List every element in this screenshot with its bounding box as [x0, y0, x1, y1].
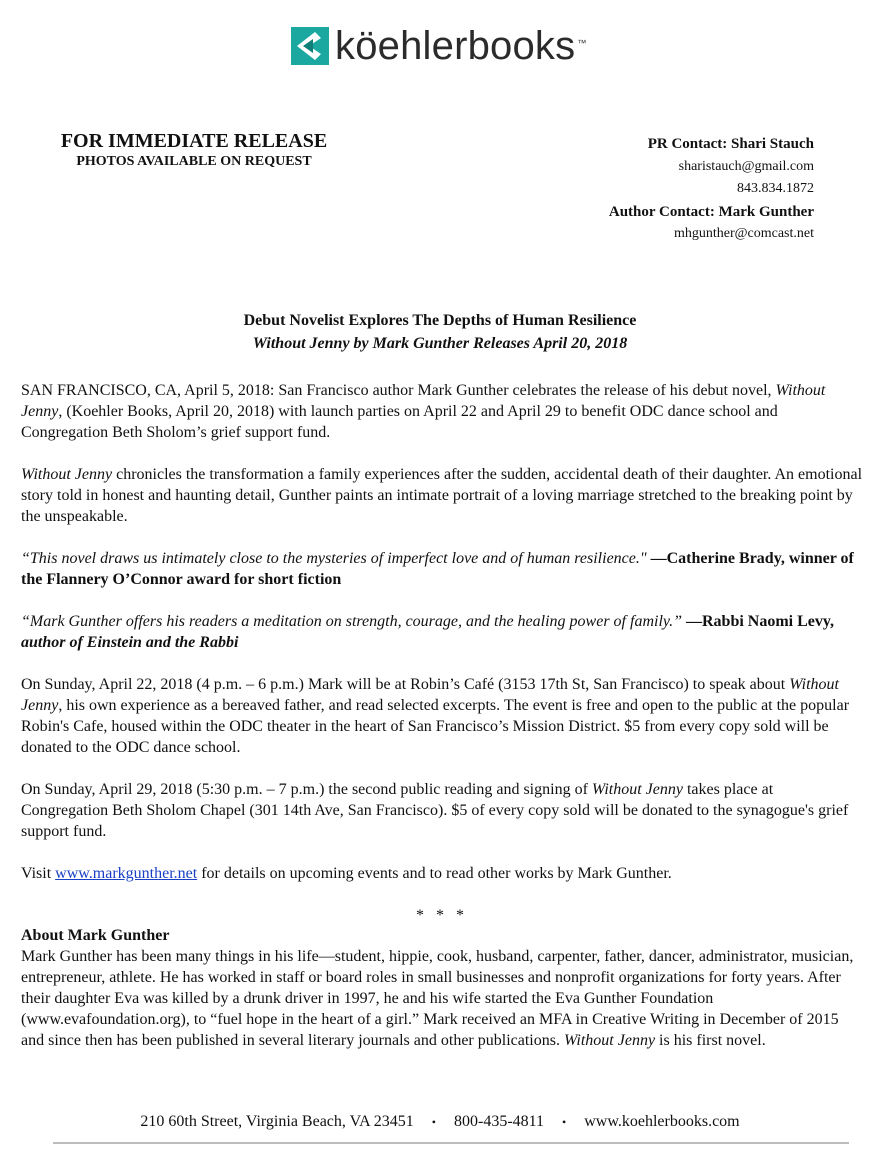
- logo-k-icon: [291, 27, 329, 65]
- contact-block: [609, 133, 814, 246]
- text-run: is his first novel.: [655, 1032, 766, 1049]
- footer-rule: [53, 1142, 849, 1144]
- paragraph-synopsis: [21, 464, 863, 527]
- release-title: FOR IMMEDIATE RELEASE: [60, 130, 328, 152]
- text-run: , his own experience as a bereaved father, and read selected excerpts. The event is free and open to the public at the popular Robin's Cafe, housed within the ODC theater in the heart of San Francisco’s Mission District. $5 from every copy sold will be donated to the ODC dance school.: [21, 697, 850, 756]
- quote-attribution-book: author of Einstein and the Rabbi: [21, 634, 239, 651]
- quote-text: “This novel draws us intimately close to the mysteries of imperfect love and of human resilience.": [21, 550, 647, 567]
- paragraph-visit: [21, 863, 863, 884]
- footer-website: www.koehlerbooks.com: [584, 1113, 740, 1130]
- press-release-body: [21, 380, 863, 1051]
- book-title: Without Jenny: [591, 781, 683, 798]
- footer-address: 210 60th Street, Virginia Beach, VA 23451: [140, 1113, 414, 1130]
- about-text: [21, 946, 863, 1051]
- text-run: On Sunday, April 29, 2018 (5:30 p.m. – 7 p.m.) the second public reading and signing of: [21, 781, 592, 798]
- book-title: Without Jenny: [21, 466, 113, 483]
- author-website-link[interactable]: www.markgunther.net: [55, 865, 198, 882]
- headline-block: [0, 311, 880, 357]
- footer: [0, 1113, 880, 1131]
- text-run: Mark Gunther has been many things in his life—student, hippie, cook, husband, carpenter, father, dancer, administrator, musician, entrepreneur, athlete. He has worked in staff or board roles in small businesses and nonprofit organizations for forty years. After their daughter Eva was killed by a drunk driver in 1997, he and his wife started the Eva Gunther Foundation (www.evafoundation.org), to “fuel hope in the heart of a girl.” Mark received an MFA in Creative Writing in December of 2015 and since then has been published in several literary journals and other publications.: [21, 948, 854, 1049]
- release-block: [50, 130, 338, 172]
- quote-text: “Mark Gunther offers his readers a meditation on strength, courage, and the healing power of family.”: [21, 613, 682, 630]
- quote-brady: [21, 548, 863, 590]
- author-contact-email: mhgunther@comcast.net: [673, 226, 814, 241]
- logo-wordmark: köehlerbooks: [335, 24, 576, 68]
- book-title: Without Jenny: [21, 676, 839, 714]
- pr-contact-email: sharistauch@gmail.com: [678, 158, 814, 174]
- quote-attribution: —Catherine Brady, winner of the Flannery O’Connor award for short fiction: [21, 550, 854, 588]
- text-run: takes place at Congregation Beth Sholom Chapel (301 14th Ave, San Francisco). $5 of every copy sold will be donated to the synagogue's grief support fund.: [21, 781, 849, 840]
- paragraph-event-one: [21, 674, 863, 758]
- text-run: chronicles the transformation a family experiences after the sudden, accidental death of their daughter. An emotional story told in honest and haunting detail, Gunther paints an intimate portrait of a loving marriage stretched to the breaking point by the unspeakable.: [21, 466, 863, 525]
- section-divider: * * *: [416, 907, 468, 924]
- koehler-books-logo: [291, 26, 586, 66]
- book-title: Without Jenny: [563, 1032, 656, 1049]
- text-run: On Sunday, April 22, 2018 (4 p.m. – 6 p.m.) Mark will be at Robin’s Café (3153 17th St, San Francisco) to speak about: [21, 676, 790, 693]
- text-run: for details on upcoming events and to read other works by Mark Gunther.: [197, 865, 672, 882]
- book-title: Without Jenny: [21, 382, 826, 420]
- release-subtitle: PHOTOS AVAILABLE ON REQUEST: [76, 154, 312, 169]
- headline-title: Debut Novelist Explores The Depths of Human Resilience: [243, 312, 637, 329]
- text-run: SAN FRANCISCO, CA, April 5, 2018: San Francisco author Mark Gunther celebrates the release of his debut novel,: [21, 382, 776, 399]
- text-run: , (Koehler Books, April 20, 2018) with launch parties on April 22 and April 29 to benefit ODC dance school and Congregation Beth Sholom’s grief support fund.: [21, 403, 778, 441]
- paragraph-intro: [21, 380, 863, 443]
- quote-levy: [21, 611, 863, 653]
- footer-separator: •: [562, 1114, 567, 1129]
- author-contact-label: Author Contact: Mark Gunther: [608, 203, 814, 220]
- footer-separator: •: [431, 1114, 436, 1129]
- logo-trademark: ™: [577, 38, 587, 48]
- paragraph-event-two: [21, 779, 863, 842]
- text-run: Visit: [21, 865, 56, 882]
- footer-phone: 800-435-4811: [453, 1113, 545, 1130]
- about-heading: About Mark Gunther: [21, 927, 170, 944]
- pr-contact-label: PR Contact: Shari Stauch: [647, 136, 814, 152]
- quote-attribution: —Rabbi Naomi Levy,: [682, 613, 835, 630]
- headline-subtitle: Without Jenny by Mark Gunther Releases April 20, 2018: [252, 335, 628, 352]
- pr-contact-phone: 843.834.1872: [737, 181, 814, 196]
